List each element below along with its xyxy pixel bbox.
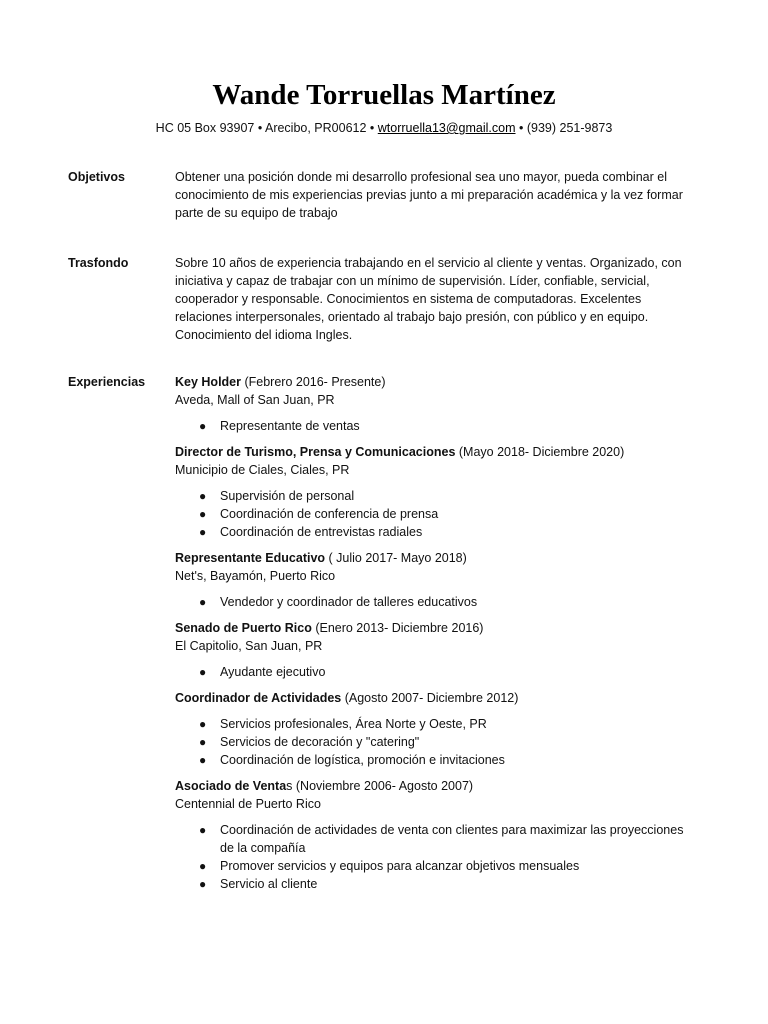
job-duties	[175, 663, 695, 681]
bullet-icon: ●	[199, 823, 207, 837]
duty-item	[199, 523, 695, 541]
duty-item	[199, 505, 695, 523]
duty-item	[199, 733, 695, 751]
section-label-objetivos: Objetivos	[68, 170, 125, 184]
duty-text: Coordinación de logística, promoción e invitaciones	[220, 753, 505, 767]
phone-text: • (939) 251-9873	[515, 121, 613, 135]
job-dates: (Mayo 2018- Diciembre 2020)	[455, 445, 625, 459]
job-place: Net's, Bayamón, Puerto Rico	[175, 569, 336, 583]
duty-item	[199, 593, 695, 611]
job-duties	[175, 593, 695, 611]
bullet-icon: ●	[199, 877, 207, 891]
objetivos-text: Obtener una posición donde mi desarrollo profesional sea uno mayor, pueda combinar el conocimiento de mis experiencias previas junto a mi preparación académica y la vez formar parte de su equipo de trabajo	[175, 170, 683, 220]
job-title: Senado de Puerto Rico	[175, 621, 312, 635]
job-heading	[175, 549, 695, 567]
job-duties	[175, 715, 695, 769]
duty-text: Representante de ventas	[220, 419, 360, 433]
trasfondo-text: Sobre 10 años de experiencia trabajando en el servicio al cliente y ventas. Organizado, con iniciativa y capaz de trabajar con un mínimo de supervisión. Líder, confiable, servicial, cooperador y responsable. Conocimientos en sistema de computadoras. Excelentes relaciones interpersonales, orientado al trabajo bajo presión, con público y en equipo. Conocimiento del idioma Ingles.	[175, 256, 682, 342]
job-duties	[175, 821, 695, 893]
job-duties	[175, 487, 695, 541]
duty-item	[199, 715, 695, 733]
job-heading	[175, 373, 695, 391]
duty-item	[199, 663, 695, 681]
duty-text: Vendedor y coordinador de talleres educativos	[220, 595, 478, 609]
job-title: Key Holder	[175, 375, 241, 389]
address-text: HC 05 Box 93907 • Arecibo, PR00612 •	[155, 121, 378, 135]
duty-item	[199, 417, 695, 435]
duty-text: Coordinación de conferencia de prensa	[220, 507, 439, 521]
job-place: Municipio de Ciales, Ciales, PR	[175, 463, 350, 477]
duty-item	[199, 751, 695, 769]
job-entry	[175, 619, 695, 681]
duty-text: Coordinación de entrevistas radiales	[220, 525, 423, 539]
job-place: Aveda, Mall of San Juan, PR	[175, 393, 335, 407]
job-place: El Capitolio, San Juan, PR	[175, 639, 323, 653]
job-entry	[175, 443, 695, 541]
bullet-icon: ●	[199, 665, 207, 679]
duty-item	[199, 875, 695, 893]
duty-item	[199, 487, 695, 505]
job-dates: (Febrero 2016- Presente)	[241, 375, 386, 389]
experiencias-list	[175, 373, 695, 901]
job-dates: (Enero 2013- Diciembre 2016)	[311, 621, 484, 635]
duty-item	[199, 821, 695, 857]
duty-text: Servicios profesionales, Área Norte y Oeste, PR	[220, 717, 487, 731]
bullet-icon: ●	[199, 735, 207, 749]
candidate-name: Wande Torruellas Martínez	[212, 79, 556, 111]
bullet-icon: ●	[199, 525, 207, 539]
job-place: Centennial de Puerto Rico	[175, 797, 321, 811]
email-link[interactable]: wtorruella13@gmail.com	[377, 121, 516, 135]
job-heading	[175, 619, 695, 637]
job-title: Asociado de Venta	[175, 779, 287, 793]
job-dates: (Agosto 2007- Diciembre 2012)	[341, 691, 519, 705]
bullet-icon: ●	[199, 507, 207, 521]
bullet-icon: ●	[199, 717, 207, 731]
contact-line	[0, 119, 768, 137]
job-duties	[175, 417, 695, 435]
bullet-icon: ●	[199, 859, 207, 873]
job-title: Representante Educativo	[175, 551, 326, 565]
job-dates: ( Julio 2017- Mayo 2018)	[325, 551, 467, 565]
duty-text: Promover servicios y equipos para alcanzar objetivos mensuales	[220, 859, 580, 873]
section-label-experiencias: Experiencias	[68, 375, 146, 389]
duty-text: Coordinación de actividades de venta con clientes para maximizar las proyecciones de la compañía	[220, 823, 684, 855]
job-heading	[175, 689, 695, 707]
duty-text: Supervisión de personal	[220, 489, 355, 503]
job-entry	[175, 777, 695, 893]
duty-text: Servicios de decoración y "catering"	[220, 735, 420, 749]
job-dates: s (Noviembre 2006- Agosto 2007)	[286, 779, 474, 793]
duty-item	[199, 857, 695, 875]
bullet-icon: ●	[199, 419, 207, 433]
bullet-icon: ●	[199, 595, 207, 609]
job-heading	[175, 443, 695, 461]
job-title: Director de Turismo, Prensa y Comunicaciones	[175, 445, 456, 459]
job-title: Coordinador de Actividades	[175, 691, 342, 705]
job-entry	[175, 549, 695, 611]
bullet-icon: ●	[199, 753, 207, 767]
job-entry	[175, 689, 695, 769]
job-entry	[175, 373, 695, 435]
section-label-trasfondo: Trasfondo	[68, 256, 129, 270]
duty-text: Servicio al cliente	[220, 877, 318, 891]
duty-text: Ayudante ejecutivo	[220, 665, 326, 679]
bullet-icon: ●	[199, 489, 207, 503]
job-heading	[175, 777, 695, 795]
